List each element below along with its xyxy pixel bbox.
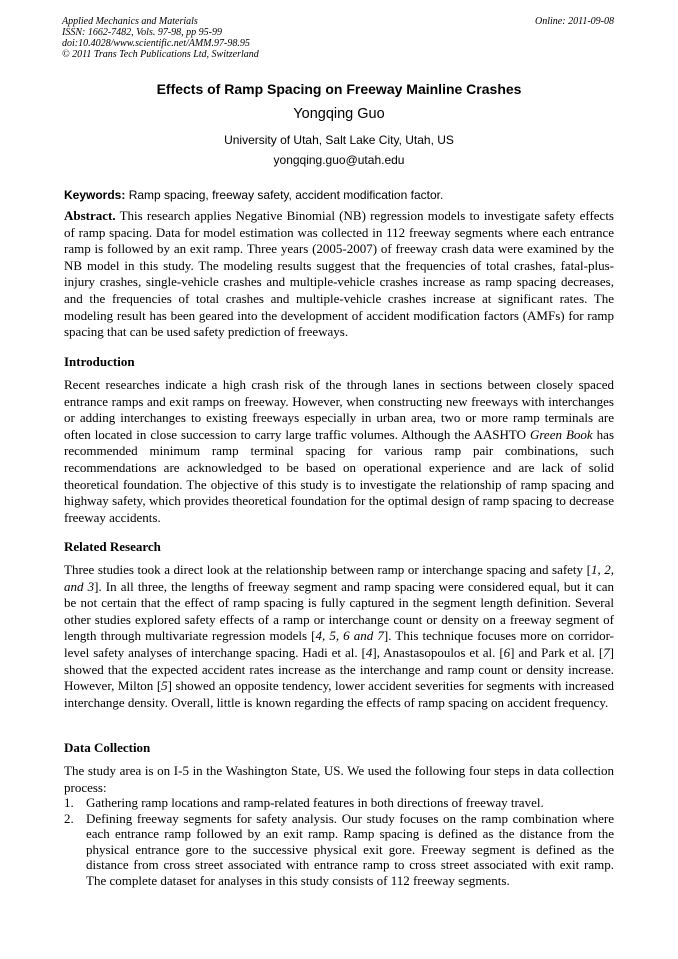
abstract-text: This research applies Negative Binomial (NB) regression models to investigate safety effects of ramp spacing. Data for model estimation was collected in 112 freeway segments where each entrance ramp is followed by an exit ramp. Three years (2005-2007) of freeway crash data were examined by the NB model in this study. The modeling results suggest that the frequencies of total crashes, fatal-plus-injury crashes, single-vehicle crashes and multiple-vehicle crashes increase as ramp spacing decreases, and the frequencies of total crashes and multiple-vehicle crashes increase at significant rates. The modeling result has been geared into the development of accident modification factors (AMFs) for ramp spacing that can be used safety prediction of freeways. — [64, 208, 614, 340]
related-text: Three studies took a direct look at the relationship between ramp or interchange spacing and safety [ — [64, 562, 591, 577]
journal-name: Applied Mechanics and Materials — [62, 16, 198, 27]
intro-text-em: Green Book — [529, 426, 593, 442]
related-text: ]. This technique focuses more on corridor-level safety analyses of interchange spacing. Hadi et al. [ — [64, 628, 615, 660]
citation: 6 — [503, 644, 511, 660]
citation: 7 — [603, 644, 610, 660]
abstract — [64, 208, 614, 341]
list-item-number: 1. — [64, 795, 74, 810]
data-collection-paragraph: The study area is on I-5 in the Washington State, US. We used the following four steps in data collection process: — [64, 763, 614, 795]
introduction-heading: Introduction — [64, 354, 135, 369]
related-text: ], Anastasopoulos et al. [ — [372, 644, 504, 660]
affiliation: University of Utah, Salt Lake City, Utah, US — [224, 133, 454, 147]
related-text: ]. In all three, the lengths of freeway segment and ramp spacing were considered equal, but it can be not certain that the effect of ramp spacing is fully captured in the segment length definition. Several other studies explored safety effects of a ramp or interchange count or density on a freeway segment of length through multivariate regression models [ — [64, 578, 614, 644]
introduction-paragraph — [64, 377, 614, 526]
list-item-number: 2. — [64, 810, 74, 826]
related-text: ] showed that the expected accident rates increase as the interchange and ramp count or density increase. However, Milton [ — [64, 644, 614, 694]
related-research-heading: Related Research — [64, 539, 161, 554]
journal-header — [62, 16, 259, 60]
related-text: ] showed an opposite tendency, lower accident severities for segments with increased interchange density. Overall, little is known regarding the effects of ramp spacing on accident frequency. — [64, 678, 614, 710]
keywords — [64, 187, 614, 203]
data-collection-steps — [64, 795, 614, 889]
related-research-paragraph — [64, 562, 614, 711]
author-name: Yongqing Guo — [293, 106, 385, 122]
citation: 1, 2, and 3 — [64, 562, 614, 594]
intro-text-2: has recommended minimum ramp terminal spacing for various ramp pair combinations, such recommendations are acknowledged to be based on operational experience and are lack of solid theoretical foundation. The objective of this study is to investigate the relationship of ramp spacing and highway safety, which provides theoretical foundation for the optimal design of ramp spacing to decrease freeway accidents. — [64, 426, 615, 525]
list-item — [64, 795, 614, 811]
paper-title: Effects of Ramp Spacing on Freeway Mainline Crashes — [156, 81, 522, 97]
list-item — [64, 811, 614, 889]
intro-text-1: Recent researches indicate a high crash risk of the through lanes in sections between closely spaced entrance ramps and exit ramps on freeway. However, when constructing new freeways with interchanges or adding interchanges to existing freeways especially in urban area, two or more ramp terminals are often located in close succession to carry large traffic volumes. Although the AASHTO — [64, 377, 614, 442]
citation: 4 — [365, 644, 373, 660]
abstract-label: Abstract. — [64, 208, 116, 223]
keywords-text: Ramp spacing, freeway safety, accident modification factor. — [125, 188, 444, 202]
issn-line: ISSN: 1662-7482, Vols. 97-98, pp 95-99 — [62, 27, 222, 38]
doi-line: doi:10.4028/www.scientific.net/AMM.97-98.95 — [62, 38, 250, 49]
online-date: Online: 2011-09-08 — [535, 16, 614, 27]
list-item-text: Gathering ramp locations and ramp-related features in both directions of freeway travel. — [86, 795, 544, 810]
copyright-line: © 2011 Trans Tech Publications Ltd, Switzerland — [62, 49, 259, 60]
citation: 5 — [161, 678, 168, 694]
author-email: yongqing.guo@utah.edu — [273, 153, 405, 167]
keywords-label: Keywords: — [64, 188, 126, 202]
citation: 4, 5, 6 and 7 — [315, 628, 384, 644]
data-collection-heading: Data Collection — [64, 740, 151, 755]
list-item-text: Defining freeway segments for safety analysis. Our study focuses on the ramp combination where each entrance ramp followed by an exit ramp. Ramp spacing is defined as the distance from the physical entrance gore to the successive physical exit gore. Freeway segment is defined as the distance from cross street associated with entrance ramp to cross street associated with exit ramp. The complete dataset for analyses in this study consists of 112 freeway segments. — [86, 810, 614, 888]
related-text: ] and Park et al. [ — [510, 644, 604, 660]
